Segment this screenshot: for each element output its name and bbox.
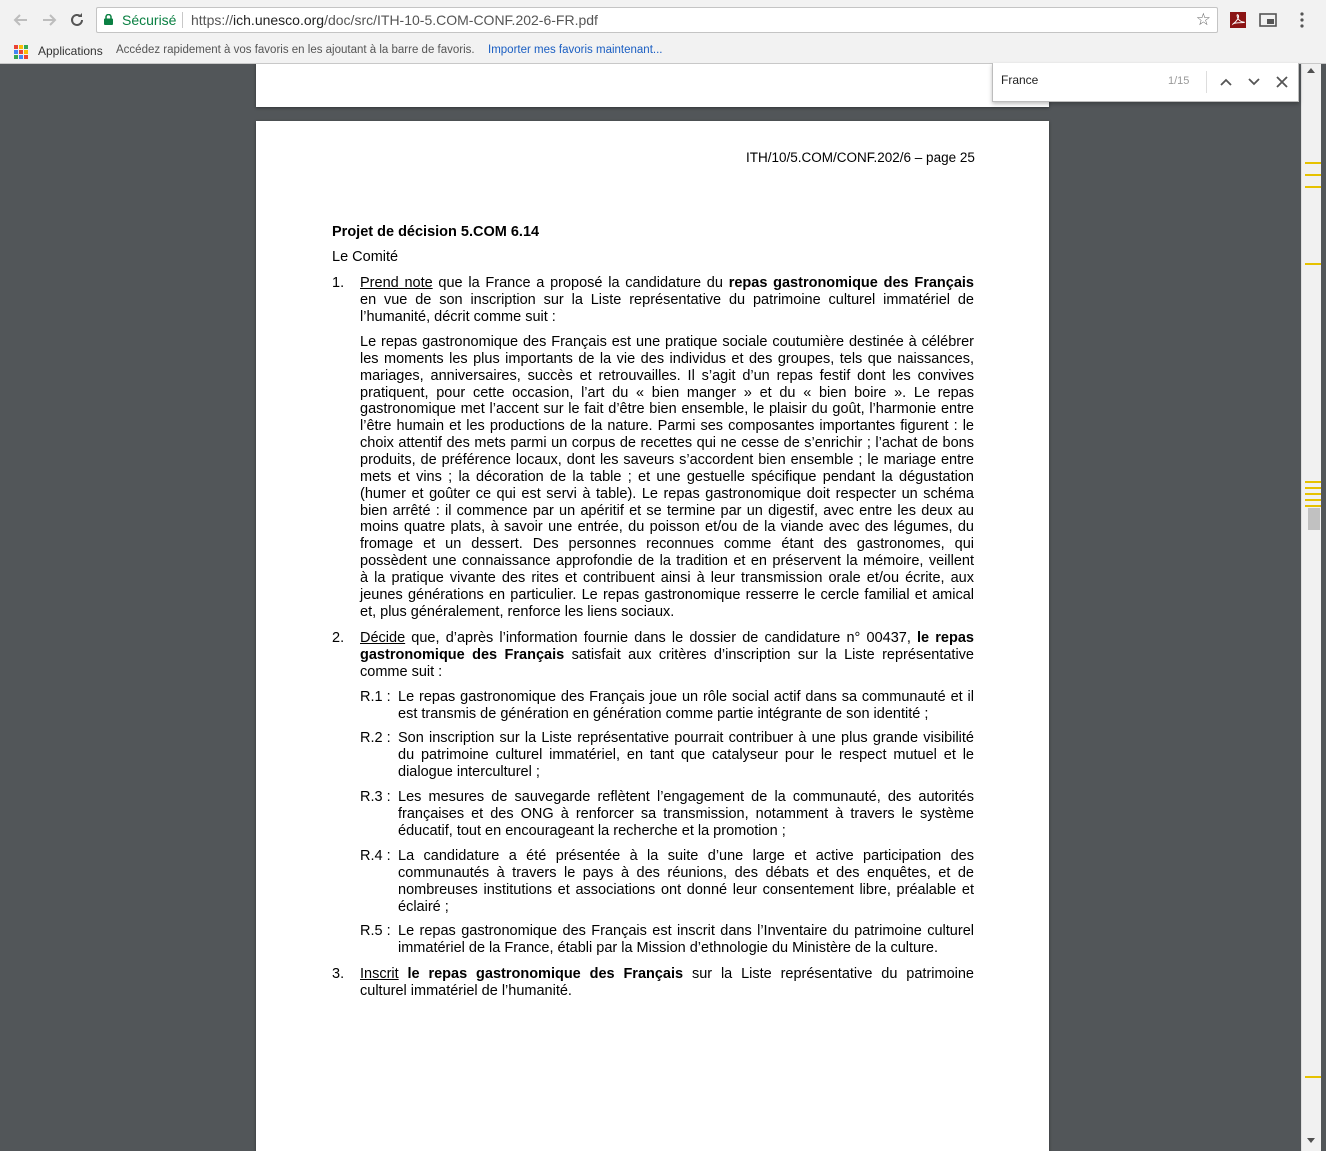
description-line: mariages, anniversaires, succès et retrouvailles. Il s’agit d’un repas festif dont les convives [360, 367, 974, 384]
criterion-label: R.3 : [360, 789, 391, 805]
menu-dots-icon[interactable] [1292, 10, 1312, 30]
find-previous-button[interactable] [1216, 72, 1236, 92]
vertical-scrollbar[interactable] [1301, 64, 1321, 1151]
criterion-line: Le repas gastronomique des Français joue un rôle social actif dans sa communauté et il [398, 689, 974, 705]
pdf-viewer[interactable] [4, 64, 1301, 1151]
scrollbar-thumb[interactable] [1308, 508, 1320, 530]
description-line: les moments les plus importants de la vie des individus et des groupes, tels que naissances, [360, 350, 974, 367]
item-2-text-b: satisfait aux critères d’inscription sur la Liste représentative [564, 647, 974, 663]
apps-grid-icon[interactable] [14, 45, 28, 59]
description-line: (humer et goûter ce qui est servi à table). Le repas gastronomique doit respecter un schéma [360, 485, 974, 502]
url-scheme: https:// [191, 12, 234, 28]
address-separator [182, 12, 183, 28]
find-tick [1305, 481, 1321, 483]
description-line: possèdent une connaissance approfondie de la tradition et en préservent la mémoire, veillent [360, 553, 974, 570]
description-line: fromage et un dessert. Des personnes reconnues comme étant des gastronomes, qui [360, 536, 974, 553]
criterion-line: Le repas gastronomique des Français est inscrit dans l’Inventaire du patrimoine culturel [398, 923, 974, 939]
close-icon [1276, 76, 1288, 88]
criterion-line: immatériel de la France, établi par la Mission d’ethnologie du Ministère de la culture. [398, 940, 938, 956]
criterion-line: communautés à travers le pays à des réunions, des débats et des enquêtes, et de [398, 865, 974, 881]
description-line: mets et vins ; la décoration de la table ; et une gestuelle spécifique pendant la dégustation [360, 468, 974, 485]
description-line: gastronomique met l’accent sur le fait d’être bien ensemble, le plaisir du goût, l’harmonie entre [360, 401, 974, 418]
find-separator [1206, 71, 1207, 93]
back-arrow-icon[interactable] [10, 9, 32, 31]
item-1-bold: repas gastronomique des Français [728, 275, 974, 291]
url-text[interactable] [191, 12, 598, 28]
find-tick [1305, 487, 1321, 489]
forward-arrow-icon[interactable] [38, 9, 60, 31]
scroll-up-arrow-icon[interactable] [1307, 68, 1315, 73]
item-1-lead: Prend note [360, 275, 433, 291]
item-3-bold: le repas gastronomique des Français [398, 966, 684, 982]
item-1-text: que la France a proposé la candidature du [432, 275, 729, 291]
find-tick [1305, 493, 1321, 495]
bookmarks-hint: Accédez rapidement à vos favoris en les ajoutant à la barre de favoris. [116, 44, 475, 56]
item-2-line-1 [360, 630, 974, 647]
description-line: pratiquent, pour cette occasion, l’art du « bien manger » et du « bien boire ». Le repas [360, 384, 974, 401]
find-count: 1/15 [1168, 75, 1190, 87]
find-tick [1305, 499, 1321, 501]
criterion-line: nombreuses institutions et associations ont donné leur consentement libre, préalable et [398, 882, 974, 898]
apps-link[interactable]: Applications [38, 44, 103, 58]
description-line: produits, de préférence locaux, dont les saveurs s’accordent bien ensemble ; le mariage entre [360, 451, 974, 468]
find-tick [1305, 505, 1321, 507]
description-line: Le repas gastronomique des Français est une pratique sociale coutumière destinée à célébrer [360, 334, 974, 350]
acrobat-icon[interactable] [1228, 10, 1248, 30]
import-bookmarks-link[interactable]: Importer mes favoris maintenant... [488, 44, 663, 56]
item-2-bold-b: gastronomique des Français [360, 647, 565, 663]
find-tick [1305, 1076, 1321, 1078]
find-tick [1305, 186, 1321, 188]
committee-label: Le Comité [332, 249, 399, 265]
description-line: et, plus généralement, renforce les liens sociaux. [360, 603, 675, 620]
item-2-text: que, d’après l’information fournie dans le dossier de candidature n° 00437, [405, 630, 918, 646]
description-line: jeunes générations en particulier. Le repas gastronomique resserre le cercle familial et amical [360, 586, 974, 603]
criterion-label: R.2 : [360, 730, 391, 746]
secure-label: Sécurisé [122, 12, 177, 28]
star-icon[interactable]: ☆ [1195, 10, 1211, 29]
item-3-number: 3. [332, 966, 345, 982]
description-line: bien arrêté : il commence par un apéritif et se termine par un digestif, avec entre les deux au [360, 502, 974, 519]
item-2-lead: Décide [360, 630, 406, 646]
find-bar [992, 63, 1299, 102]
find-tick [1305, 174, 1321, 176]
url-host: ich.unesco.org [233, 12, 325, 28]
description-line: à la pratique vivante des rites et contribuent ainsi à leur transmission orale et/ou écrite, aux [360, 569, 974, 586]
scroll-down-arrow-icon[interactable] [1307, 1138, 1315, 1143]
item-3-line-2: culturel immatériel de l’humanité. [360, 983, 572, 999]
criterion-line: Les mesures de sauvegarde reflètent l’engagement de la communauté, des autorités [398, 789, 974, 805]
chevron-down-icon [1248, 78, 1260, 86]
item-2-line-2 [360, 647, 974, 664]
item-2-bold-a: le repas [917, 630, 974, 646]
criterion-line: est transmis de génération en génération comme partie intégrante de son identité ; [398, 706, 929, 722]
criterion-line: Son inscription sur la Liste représentative pourrait contribuer à une plus grande visibilité [398, 730, 974, 746]
find-input[interactable] [1001, 73, 1166, 87]
item-1-number: 1. [332, 275, 345, 291]
item-3-line-1 [360, 966, 974, 983]
find-close-button[interactable] [1272, 72, 1292, 92]
criterion-line: éclairé ; [398, 899, 449, 915]
bookmarks-bar [0, 40, 1326, 64]
address-bar[interactable] [96, 7, 1218, 33]
item-1-line-3: l’humanité, décrit comme suit : [360, 309, 556, 325]
description-line: choix attentif des mets parmi un corpus de recettes qui ne cesse de s’enrichir ; l’achat de bons [360, 435, 974, 452]
description-line: moins quatre plats, à savoir une entrée, du poisson et/ou de la viande avec des légumes, du [360, 519, 974, 536]
find-tick [1305, 263, 1321, 265]
browser-toolbar [0, 0, 1326, 40]
lock-icon [104, 14, 113, 25]
criterion-line: du patrimoine culturel immatériel, en tant que catalyseur pour le respect mutuel et le [398, 747, 974, 763]
cast-icon[interactable] [1258, 10, 1278, 30]
page-header: ITH/10/5.COM/CONF.202/6 – page 25 [746, 150, 975, 165]
find-next-button[interactable] [1244, 72, 1264, 92]
criterion-line: françaises et des ONG à renforcer sa transmission, notamment à travers le système [398, 806, 974, 822]
description-line: l’être humain et les productions de la nature. Parmi ses composantes importantes figurent : le [360, 418, 974, 435]
item-3-text: sur la Liste représentative du patrimoine [683, 966, 974, 982]
criterion-label: R.4 : [360, 848, 391, 864]
item-2-line-3: comme suit : [360, 664, 443, 680]
criterion-label: R.1 : [360, 689, 391, 705]
criterion-line: dialogue interculturel ; [398, 764, 540, 780]
criterion-line: éducatif, tout en encourageant la recherche et la promotion ; [398, 823, 786, 839]
decision-title: Projet de décision 5.COM 6.14 [332, 224, 540, 240]
url-path: /doc/src/ITH-10-5.COM-CONF.202-6-FR.pdf [324, 12, 598, 28]
find-tick [1305, 162, 1321, 164]
item-2-number: 2. [332, 630, 345, 646]
item-1-line-1 [360, 275, 974, 292]
item-1-line-2: en vue de son inscription sur la Liste représentative du patrimoine culturel immatériel de [360, 292, 974, 308]
item-3-lead: Inscrit [360, 966, 399, 982]
reload-icon[interactable] [66, 9, 88, 31]
criterion-line: La candidature a été présentée à la suite d’une large et active participation des [398, 848, 974, 864]
chevron-up-icon [1220, 78, 1232, 86]
pdf-page [256, 121, 1049, 1151]
criterion-label: R.5 : [360, 923, 391, 939]
previous-page [256, 64, 1049, 107]
